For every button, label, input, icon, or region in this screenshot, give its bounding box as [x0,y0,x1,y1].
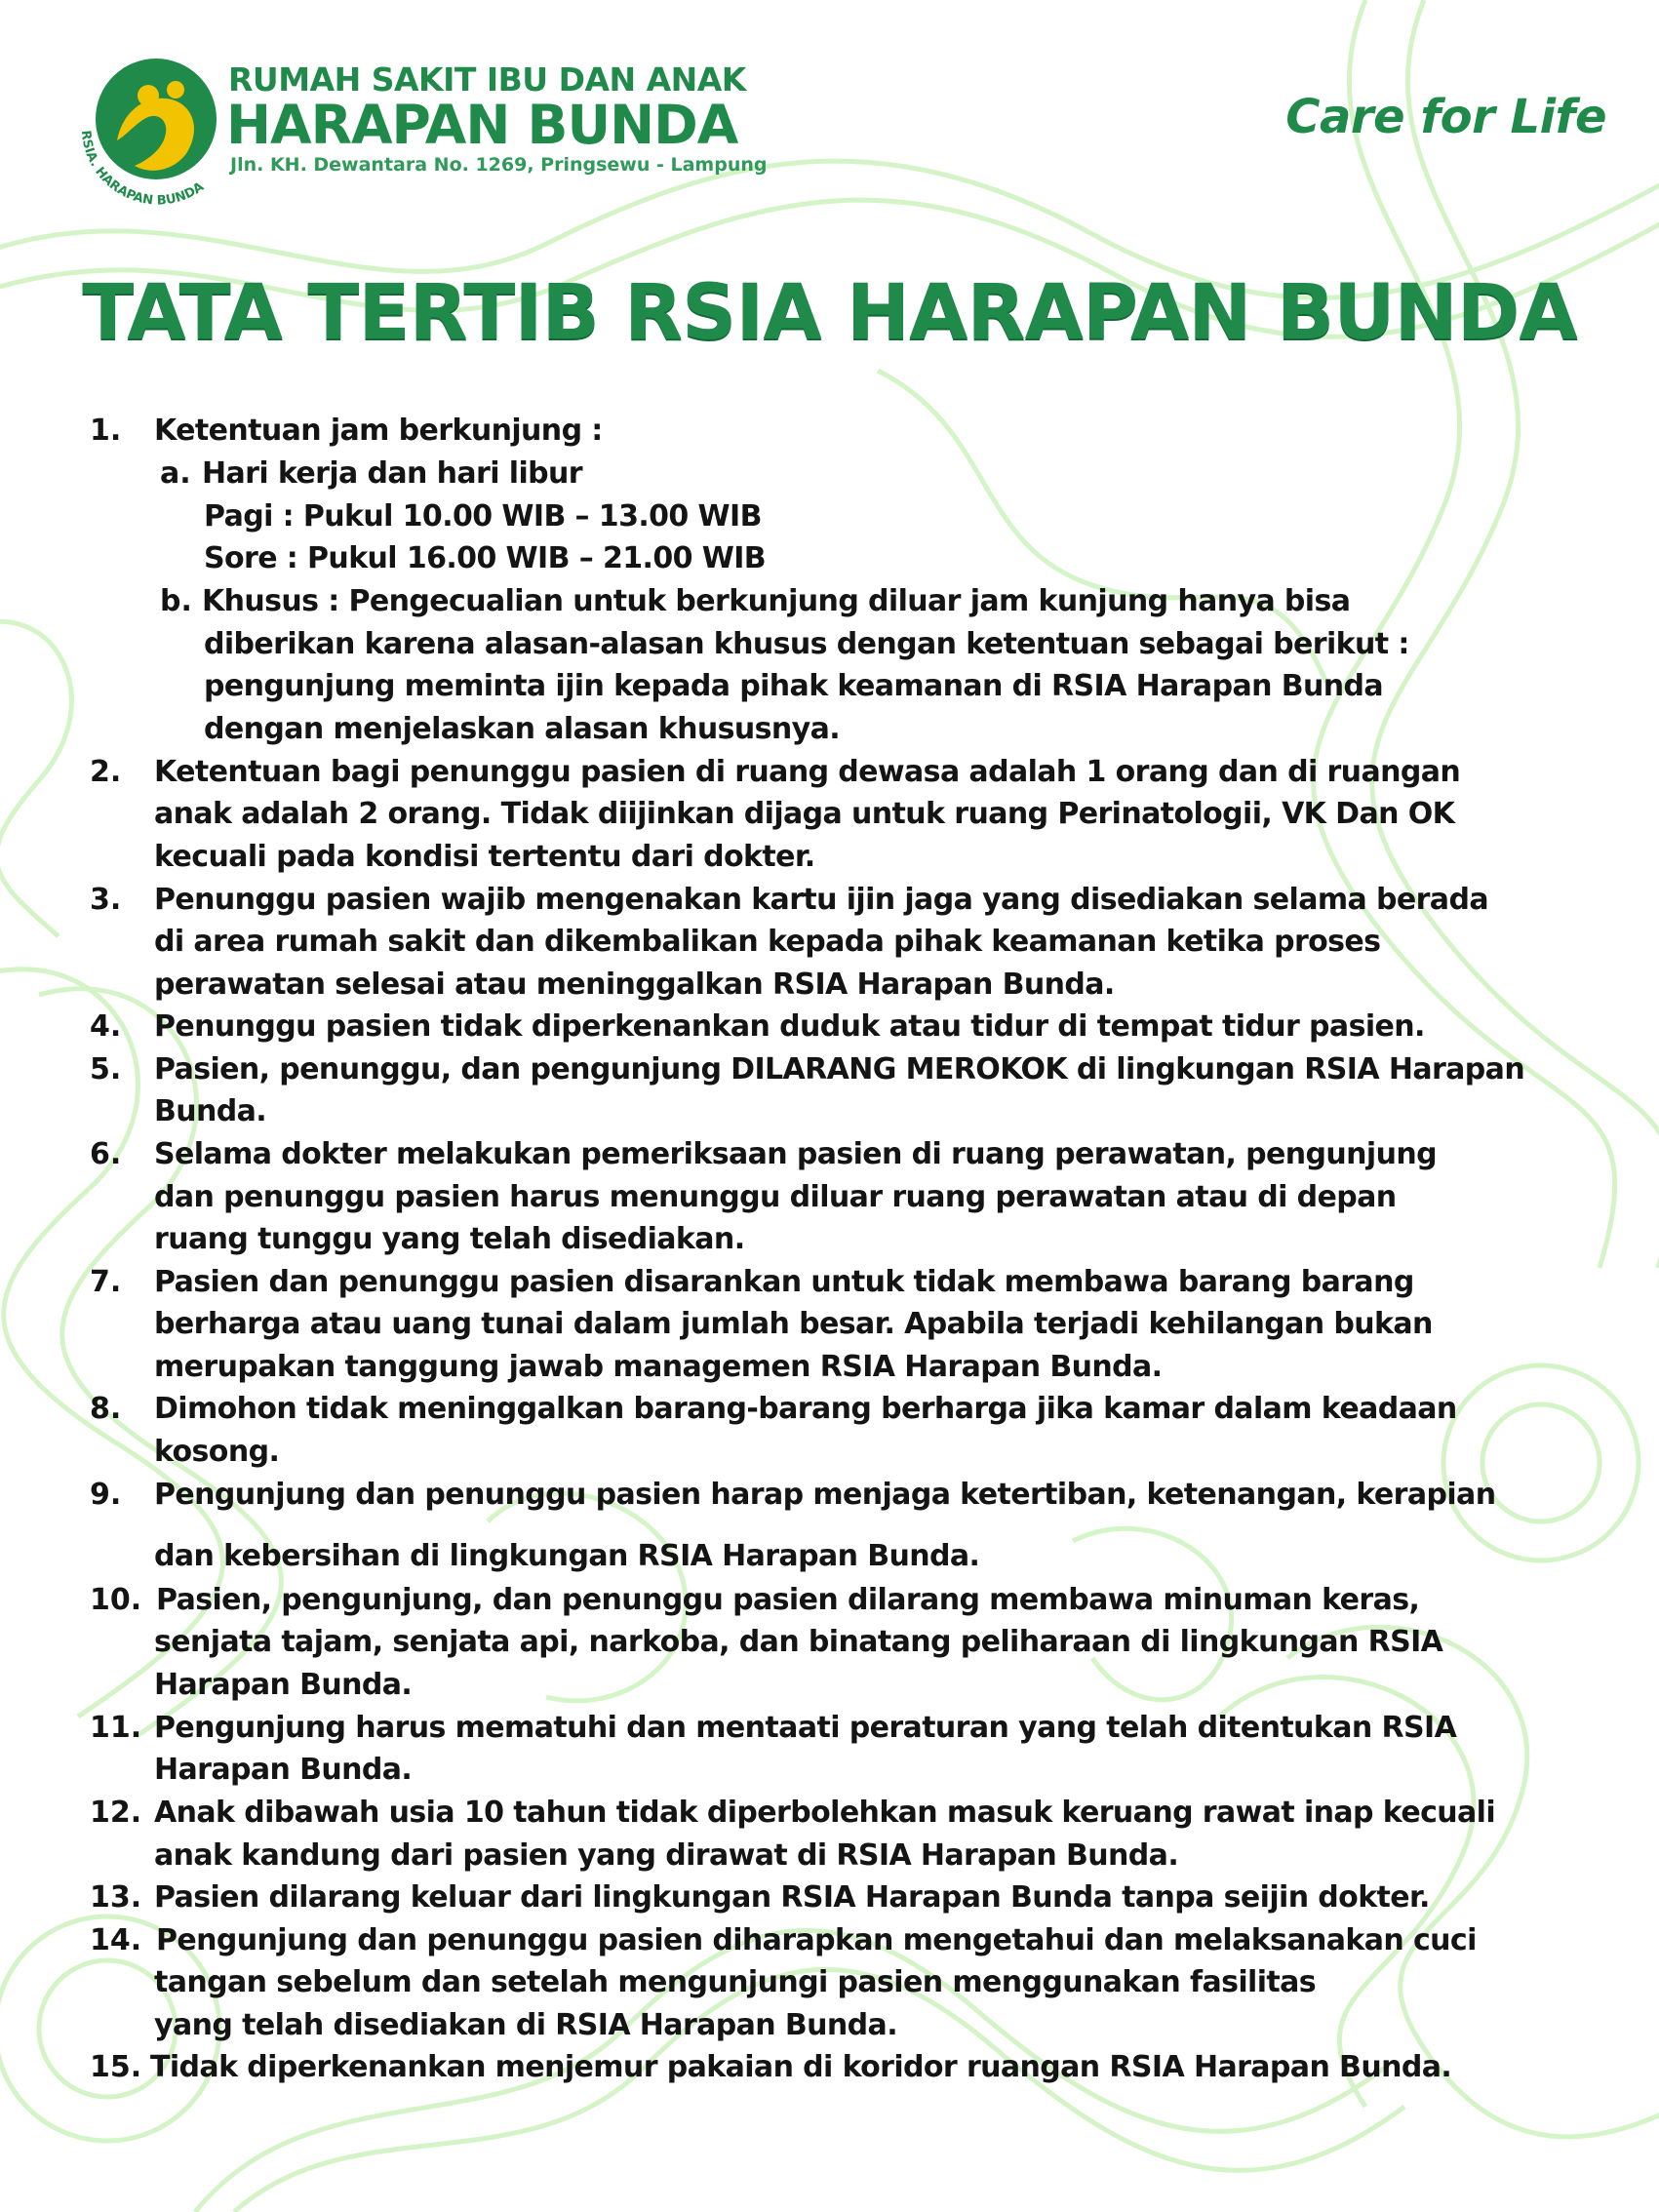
tagline: Care for Life [1285,90,1606,144]
rule-line: Pasien, penunggu, dan pengunjung DILARANG MEROKOK di lingkungan RSIA Harapan [154,1052,1525,1086]
rule-number: 12. [90,1796,142,1830]
rule-line: anak kandung dari pasien yang dirawat di RSIA Harapan Bunda. [154,1838,1179,1873]
rule-number: 1. [90,414,122,448]
rule-line: ruang tunggu yang telah disediakan. [154,1222,745,1256]
hospital-name: HARAPAN BUNDA [226,94,738,156]
rule-line: Selama dokter melakukan pemeriksaan pasien di ruang perawatan, pengunjung [154,1137,1437,1171]
rule-line: Ketentuan bagi penunggu pasien di ruang dewasa adalah 1 orang dan di ruangan [154,755,1461,789]
hospital-logo [74,51,230,207]
subitem-line: diberikan karena alasan-alasan khusus dengan ketentuan sebagai berikut : [204,627,1409,661]
rule-number: 8. [90,1392,122,1426]
rule-line: Anak dibawah usia 10 tahun tidak diperbolehkan masuk keruang rawat inap kecuali [154,1796,1496,1830]
rule-line: Pasien, pengunjung, dan penunggu pasien dilarang membawa minuman keras, [156,1583,1420,1617]
rule-line: dan kebersihan di lingkungan RSIA Harapan Bunda. [154,1539,980,1573]
rule-line: anak adalah 2 orang. Tidak diijinkan dijaga untuk ruang Perinatologii, VK Dan OK [154,797,1455,831]
subitem-line: pengunjung meminta ijin kepada pihak keamanan di RSIA Harapan Bunda [204,669,1383,703]
rule-line: dan penunggu pasien harus menunggu diluar ruang perawatan atau di depan [154,1180,1397,1214]
rule-line: Tidak diperkenankan menjemur pakaian di koridor ruangan RSIA Harapan Bunda. [150,2050,1452,2084]
subitem-line: dengan menjelaskan alasan khususnya. [204,712,841,746]
rule-number: 4. [90,1009,122,1044]
rule-number: 7. [90,1265,122,1299]
rule-line: di area rumah sakit dan dikembalikan kepada pihak keamanan ketika proses [154,925,1381,959]
rule-line: Pasien dan penunggu pasien disarankan untuk tidak membawa barang barang [154,1265,1414,1299]
rule-line: yang telah disediakan di RSIA Harapan Bunda. [154,2008,897,2042]
rule-line: Pengunjung dan penunggu pasien harap menjaga ketertiban, ketenangan, kerapian [154,1478,1496,1512]
rule-line: senjata tajam, senjata api, narkoba, dan binatang peliharaan di lingkungan RSIA [154,1625,1443,1659]
rule-line: kosong. [154,1435,280,1469]
hospital-address: Jln. KH. Dewantara No. 1269, Pringsewu - Lampung [230,154,768,176]
rule-line: perawatan selesai atau meninggalkan RSIA Harapan Bunda. [154,968,1115,1002]
rule-line: Penunggu pasien tidak diperkenankan duduk atau tidur di tempat tidur pasien. [154,1009,1425,1044]
subitem-line: Sore : Pukul 16.00 WIB – 21.00 WIB [204,541,767,575]
rule-line: Harapan Bunda. [154,1753,413,1787]
rule-line: Pengunjung harus mematuhi dan mentaati peraturan yang telah ditentukan RSIA [154,1711,1457,1745]
rule-line: kecuali pada kondisi tertentu dari dokter. [154,840,815,874]
rule-number: 5. [90,1052,122,1086]
hospital-type: RUMAH SAKIT IBU DAN ANAK [228,60,746,99]
rule-line: Bunda. [154,1094,267,1128]
rule-line: berharga atau uang tunai dalam jumlah besar. Apabila terjadi kehilangan bukan [154,1307,1433,1341]
subitem-marker: a. [160,456,191,491]
subitem-line: Hari kerja dan hari libur [202,456,582,491]
rule-line: Pasien dilarang keluar dari lingkungan RSIA Harapan Bunda tanpa seijin dokter. [154,1880,1430,1915]
subitem-line: Pagi : Pukul 10.00 WIB – 13.00 WIB [204,499,762,533]
rule-number: 15. [90,2050,142,2084]
rule-number: 2. [90,755,122,789]
rule-number: 11. [90,1711,142,1745]
rule-line: Harapan Bunda. [154,1668,413,1702]
subitem-marker: b. [160,584,192,618]
page-title: TATA TERTIB RSIA HARAPAN BUNDA [82,269,1577,357]
rule-line: tangan sebelum dan setelah mengunjungi pasien menggunakan fasilitas [154,1965,1317,1999]
rule-line: Pengunjung dan penunggu pasien diharapkan mengetahui dan melaksanakan cuci [156,1923,1477,1957]
rule-number: 9. [90,1478,122,1512]
rule-line: Ketentuan jam berkunjung : [154,414,603,448]
subitem-line: Khusus : Pengecualian untuk berkunjung diluar jam kunjung hanya bisa [202,584,1351,618]
logo-caption: RSIA. HARAPAN BUNDA [77,129,207,207]
rule-number: 14. [90,1923,142,1957]
rule-number: 10. [90,1583,142,1617]
rule-line: Penunggu pasien wajib mengenakan kartu ijin jaga yang disediakan selama berada [154,883,1488,917]
rule-number: 3. [90,883,122,917]
rule-line: Dimohon tidak meninggalkan barang-barang berharga jika kamar dalam keadaan [154,1392,1457,1426]
rule-number: 13. [90,1880,142,1915]
rule-number: 6. [90,1137,122,1171]
rule-line: merupakan tanggung jawab managemen RSIA Harapan Bunda. [154,1350,1163,1384]
